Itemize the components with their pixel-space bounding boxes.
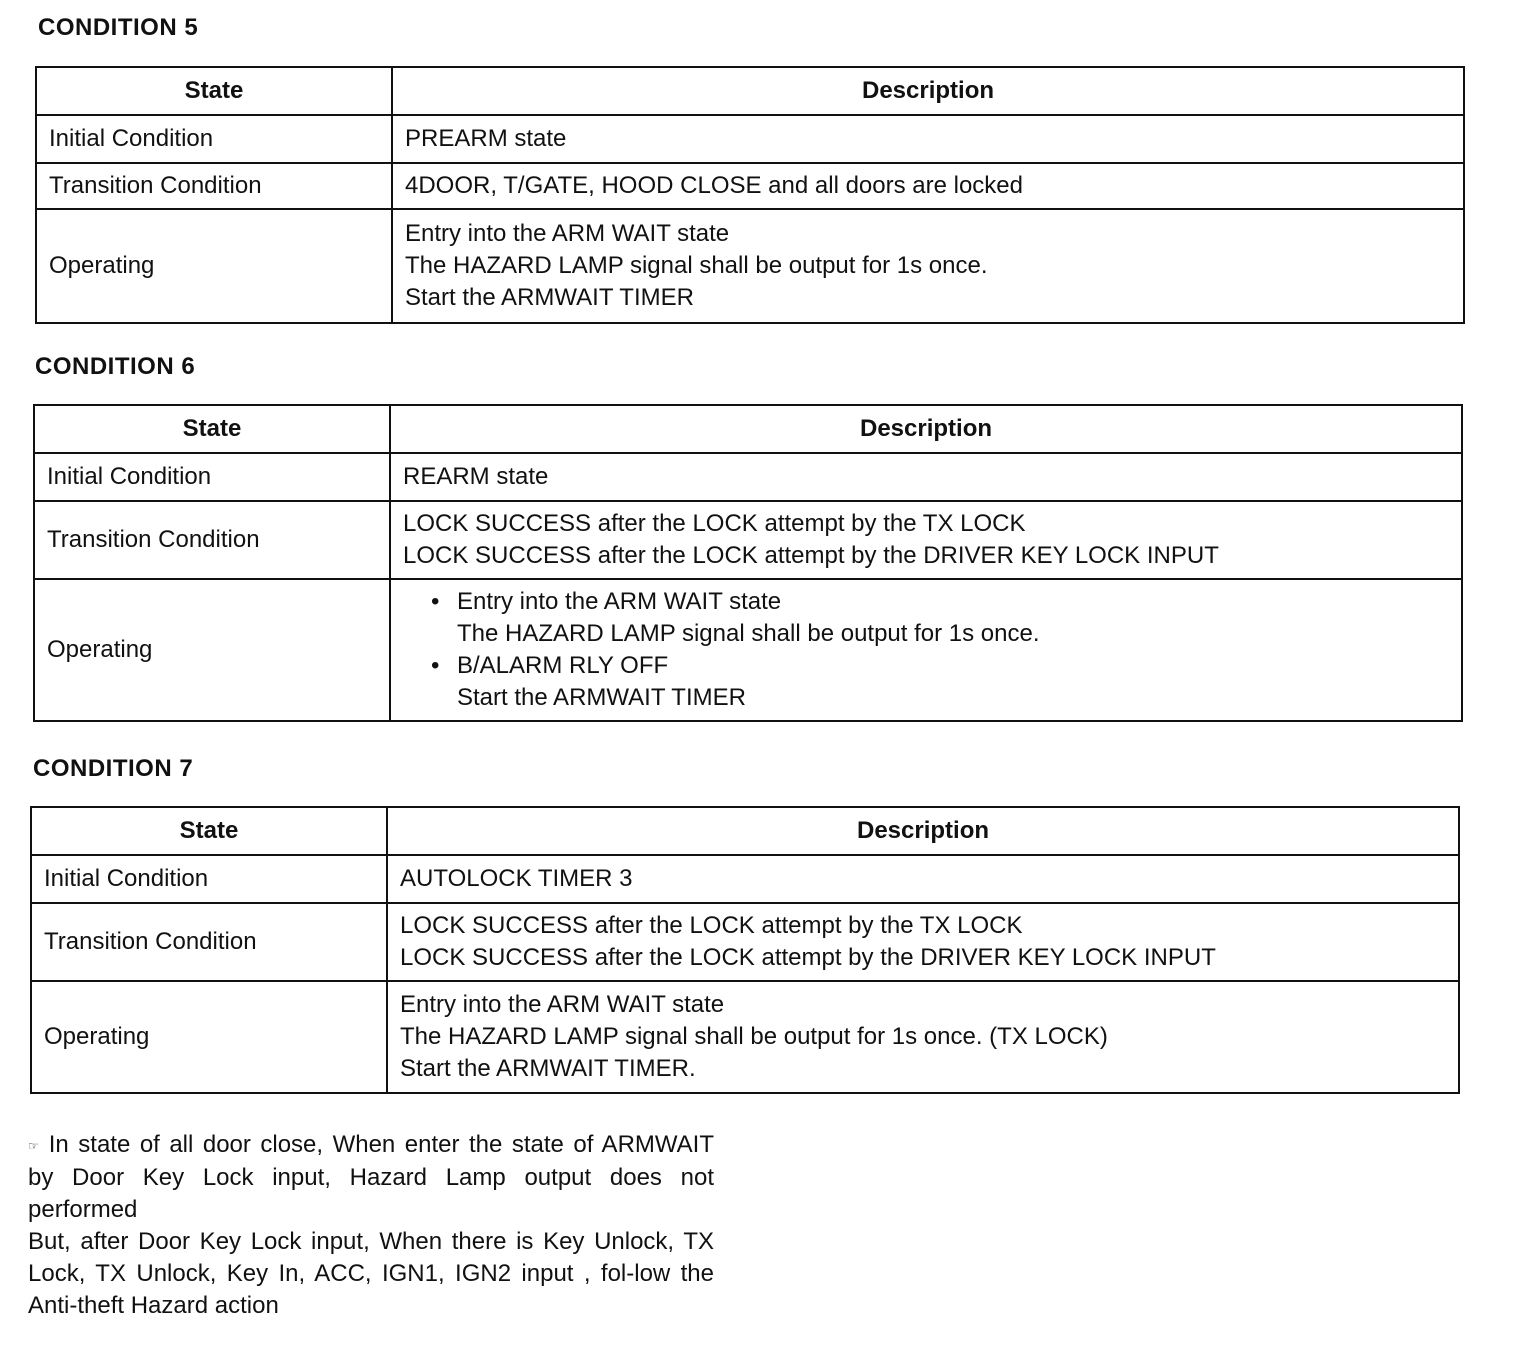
table-row-operating	[31, 981, 1459, 1093]
state-cell: Operating	[36, 209, 392, 323]
condition-7-heading: CONDITION 7	[33, 755, 194, 782]
description-line: LOCK SUCCESS after the LOCK attempt by the DRIVER KEY LOCK INPUT	[400, 944, 1216, 971]
state-cell: Transition Condition	[34, 501, 390, 579]
table-row-transition	[31, 903, 1459, 981]
condition-5-table	[35, 66, 1465, 324]
table-header-row	[36, 67, 1464, 115]
condition-7-table	[30, 806, 1460, 1094]
state-cell: Transition Condition	[31, 903, 387, 981]
table-header-row	[31, 807, 1459, 855]
pointing-hand-icon: ☞	[28, 1138, 39, 1153]
note-text-continued: But, after Door Key Lock input, When there is Key Unlock, TX Lock, TX Unlock, Key In, ACC, IGN1, IGN2 input , fol-low the Anti-theft Hazard action	[28, 1227, 714, 1319]
table-row-operating	[36, 209, 1464, 323]
description-line: LOCK SUCCESS after the LOCK attempt by the TX LOCK	[400, 912, 1023, 939]
description-line: Start the ARMWAIT TIMER.	[400, 1055, 696, 1082]
table-row-initial	[31, 855, 1459, 903]
description-line: REARM state	[403, 463, 549, 490]
description-cell	[392, 115, 1464, 163]
description-cell	[390, 453, 1462, 501]
description-cell	[390, 579, 1462, 721]
description-line: PREARM state	[405, 125, 567, 152]
description-line: Entry into the ARM WAIT state	[400, 991, 725, 1018]
description-line: The HAZARD LAMP signal shall be output for 1s once.	[405, 252, 988, 279]
state-cell: Initial Condition	[31, 855, 387, 903]
description-cell	[387, 981, 1459, 1093]
state-cell: Operating	[31, 981, 387, 1093]
description-header: Description	[390, 405, 1462, 453]
description-line: Start the ARMWAIT TIMER	[457, 684, 746, 711]
table-row-transition	[34, 501, 1462, 579]
description-line: The HAZARD LAMP signal shall be output for 1s once. (TX LOCK)	[400, 1023, 1108, 1050]
condition-5-heading: CONDITION 5	[38, 14, 199, 41]
description-line: The HAZARD LAMP signal shall be output for 1s once.	[457, 620, 1040, 647]
description-line: LOCK SUCCESS after the LOCK attempt by the DRIVER KEY LOCK INPUT	[403, 542, 1219, 569]
description-line: • Entry into the ARM WAIT state	[457, 588, 782, 615]
description-cell	[390, 501, 1462, 579]
note-text: In state of all door close, When enter the state of ARMWAIT by Door Key Lock input, Hazard Lamp output does not performed	[28, 1131, 714, 1223]
description-line: AUTOLOCK TIMER 3	[400, 865, 633, 892]
state-cell: Transition Condition	[36, 163, 392, 209]
description-line: • B/ALARM RLY OFF	[457, 652, 669, 679]
description-line: 4DOOR, T/GATE, HOOD CLOSE and all doors are locked	[405, 172, 1023, 199]
bullet-list	[391, 586, 1461, 714]
state-cell: Operating	[34, 579, 390, 721]
note-paragraph	[28, 1129, 714, 1322]
state-header: State	[31, 807, 387, 855]
table-row-initial	[36, 115, 1464, 163]
condition-6-table	[33, 404, 1463, 722]
state-header: State	[36, 67, 392, 115]
description-line: Start the ARMWAIT TIMER	[405, 284, 694, 311]
description-cell	[387, 903, 1459, 981]
description-cell	[387, 855, 1459, 903]
table-row-transition	[36, 163, 1464, 209]
description-line: LOCK SUCCESS after the LOCK attempt by the TX LOCK	[403, 510, 1026, 537]
state-cell: Initial Condition	[34, 453, 390, 501]
description-cell	[392, 163, 1464, 209]
description-line: Entry into the ARM WAIT state	[405, 220, 730, 247]
description-cell	[392, 209, 1464, 323]
bullet-item	[431, 586, 1461, 650]
description-header: Description	[387, 807, 1459, 855]
table-header-row	[34, 405, 1462, 453]
table-row-operating	[34, 579, 1462, 721]
bullet-item	[431, 650, 1461, 714]
state-cell: Initial Condition	[36, 115, 392, 163]
table-row-initial	[34, 453, 1462, 501]
condition-6-heading: CONDITION 6	[35, 353, 196, 380]
state-header: State	[34, 405, 390, 453]
description-header: Description	[392, 67, 1464, 115]
